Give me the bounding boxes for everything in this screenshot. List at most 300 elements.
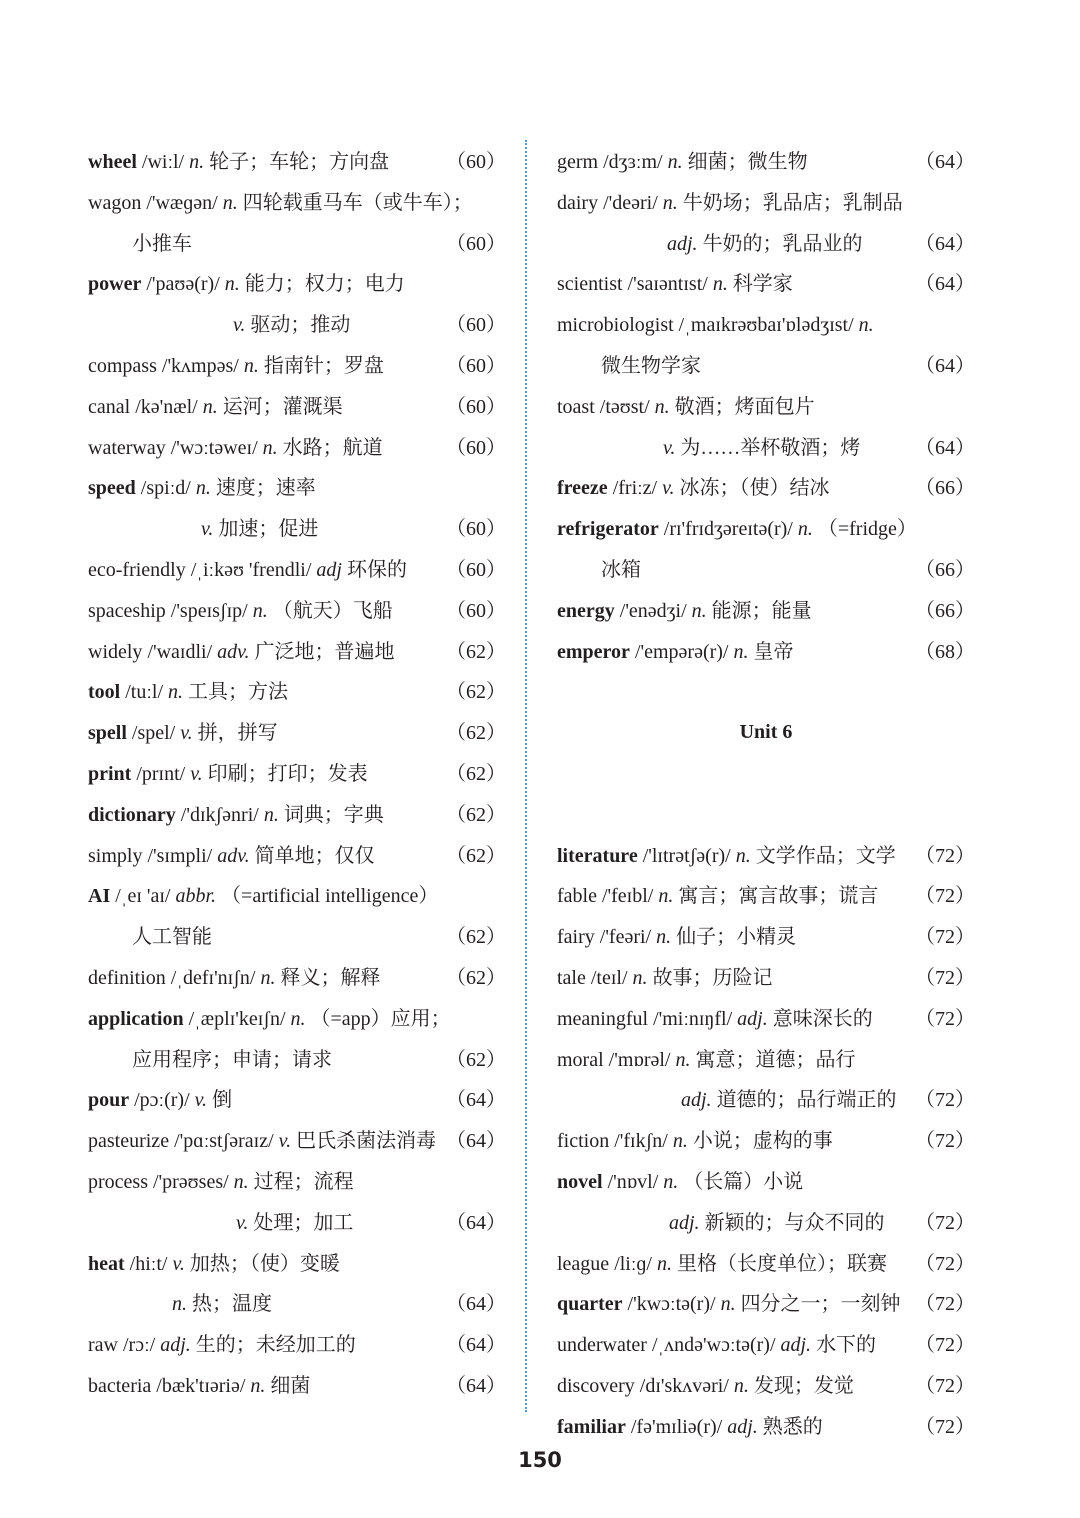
headword: novel xyxy=(557,1171,603,1193)
definition: 四分之一；一刻钟 xyxy=(735,1293,901,1316)
page-reference: （64） xyxy=(915,436,975,459)
definition: 拼，拼写 xyxy=(192,722,278,745)
phonetic: /'enədʒi/ xyxy=(614,599,692,622)
vocab-entry xyxy=(88,509,506,549)
vocab-entry xyxy=(88,876,506,916)
part-of-speech: n. xyxy=(662,191,678,214)
page-reference: （72） xyxy=(915,1334,975,1357)
vocab-entry xyxy=(557,183,975,223)
phonetic: /'paʊə(r)/ xyxy=(141,273,225,296)
part-of-speech: n. xyxy=(654,395,670,418)
column-divider xyxy=(525,140,527,1412)
phonetic: /dʒɜːm/ xyxy=(598,151,668,173)
entry-text xyxy=(557,1407,823,1447)
part-of-speech: adj. xyxy=(780,1334,812,1357)
page-reference: （64） xyxy=(446,1375,506,1397)
part-of-speech: v. xyxy=(180,722,193,745)
headword: power xyxy=(88,273,142,296)
definition: 广泛地；普遍地 xyxy=(249,640,395,663)
headword: fairy xyxy=(557,926,595,949)
headword: wagon xyxy=(88,191,142,214)
part-of-speech: n. xyxy=(263,803,279,826)
vocab-entry xyxy=(88,1244,506,1284)
phonetic: /'lɪtrətʃə(r)/ xyxy=(637,844,736,867)
headword: dairy xyxy=(557,191,599,214)
entry-text xyxy=(557,958,773,998)
page-reference: （64） xyxy=(446,1293,506,1316)
vocab-entry xyxy=(557,1080,975,1120)
vocab-entry xyxy=(88,1284,506,1324)
definition: 牛奶的；乳品业的 xyxy=(697,232,863,255)
entry-text xyxy=(557,387,815,427)
page-reference: （60） xyxy=(446,355,506,377)
vocab-entry xyxy=(88,1162,506,1202)
part-of-speech: n. xyxy=(858,314,874,337)
vocab-entry xyxy=(557,1203,975,1243)
part-of-speech: adj. xyxy=(681,1089,712,1112)
part-of-speech: v. xyxy=(201,518,214,541)
headword: pour xyxy=(88,1089,130,1112)
phonetic: /'sɪmpli/ xyxy=(142,844,218,867)
headword: raw xyxy=(88,1334,118,1357)
vocab-entry xyxy=(88,550,506,590)
vocab-entry xyxy=(557,468,975,508)
page-reference: （64） xyxy=(446,1089,506,1112)
entry-text xyxy=(88,917,212,957)
phonetic: /ˌʌndə'wɔːtə(r)/ xyxy=(646,1334,781,1357)
headword: quarter xyxy=(557,1293,623,1316)
vocab-entry xyxy=(557,917,975,957)
entry-text xyxy=(557,1244,887,1284)
phonetic: /'nɒvl/ xyxy=(602,1171,664,1193)
phonetic: /ˌæplɪ'keɪʃn/ xyxy=(183,1007,291,1030)
page-reference: （72） xyxy=(915,1293,975,1316)
page-reference: （72） xyxy=(915,844,975,867)
vocab-entry xyxy=(557,1284,975,1324)
definition: 倒 xyxy=(207,1089,233,1112)
entry-text xyxy=(557,1284,901,1324)
part-of-speech: n. xyxy=(290,1007,306,1030)
part-of-speech: n. xyxy=(168,681,184,704)
definition: 应用程序；申请；请求 xyxy=(132,1048,332,1071)
part-of-speech: adj xyxy=(316,559,342,581)
definition: 微生物学家 xyxy=(601,355,701,377)
entry-text xyxy=(88,224,192,264)
phonetic: /liːɡ/ xyxy=(609,1252,657,1275)
entry-text xyxy=(88,1366,310,1406)
definition: 文学作品；文学 xyxy=(750,844,896,867)
vocab-entry xyxy=(557,632,975,672)
phonetic: /pɔː(r)/ xyxy=(129,1089,195,1112)
definition: 牛奶场；乳品店；乳制品 xyxy=(677,191,903,214)
phonetic: /'dɪkʃənri/ xyxy=(175,803,264,826)
entry-text xyxy=(557,550,641,590)
headword: moral xyxy=(557,1048,604,1071)
phonetic: /ˌiːkəʊ 'frendli/ xyxy=(185,559,317,581)
definition: 印刷；打印；发表 xyxy=(202,763,368,785)
vocab-entry xyxy=(557,1162,975,1202)
entry-text xyxy=(88,305,350,345)
definition: 环保的 xyxy=(341,559,407,581)
vocab-entry xyxy=(88,387,506,427)
part-of-speech: adv. xyxy=(217,844,250,867)
page-reference: （64） xyxy=(915,355,975,377)
phonetic: /prɪnt/ xyxy=(131,763,191,785)
page-reference: （62） xyxy=(446,681,506,704)
headword: dictionary xyxy=(88,803,176,826)
part-of-speech: n. xyxy=(663,1171,679,1193)
vocab-entry xyxy=(88,632,506,672)
entry-text xyxy=(88,550,407,590)
phonetic: /friːz/ xyxy=(607,477,663,500)
page-reference: （60） xyxy=(446,232,506,255)
headword: simply xyxy=(88,844,143,867)
entry-text xyxy=(557,305,874,345)
definition: 冰冻；（使）结冰 xyxy=(674,477,830,500)
definition: 科学家 xyxy=(727,273,793,296)
vocab-entry xyxy=(88,1366,506,1406)
entry-text xyxy=(88,795,384,835)
headword: application xyxy=(88,1007,184,1030)
part-of-speech: n. xyxy=(250,1375,266,1397)
phonetic: /'wæɡən/ xyxy=(141,191,223,214)
page-reference: （72） xyxy=(915,1089,975,1112)
part-of-speech: n. xyxy=(195,477,211,500)
entry-text xyxy=(88,1203,353,1243)
page-reference: （64） xyxy=(446,1130,506,1153)
vocab-entry xyxy=(88,305,506,345)
part-of-speech: n. xyxy=(224,273,240,296)
entry-text xyxy=(88,754,368,794)
part-of-speech: abbr. xyxy=(175,885,217,908)
phonetic: /ˌeɪ 'aɪ/ xyxy=(110,885,176,908)
entry-text xyxy=(88,876,438,916)
definition: 驱动；推动 xyxy=(245,314,351,337)
phonetic: /hiːt/ xyxy=(124,1252,173,1275)
phonetic: /spel/ xyxy=(126,722,181,745)
part-of-speech: v. xyxy=(194,1089,208,1112)
entry-text xyxy=(557,917,796,957)
part-of-speech: n. xyxy=(243,355,259,377)
headword: process xyxy=(88,1171,148,1193)
entry-text xyxy=(88,346,384,386)
phonetic: /'speɪsʃɪp/ xyxy=(165,599,253,622)
phonetic: /təʊst/ xyxy=(594,395,655,418)
part-of-speech: n. xyxy=(720,1293,736,1316)
vocab-entry xyxy=(557,550,975,590)
page-reference: （66） xyxy=(915,559,975,581)
headword: meaningful xyxy=(557,1007,649,1030)
entry-text xyxy=(557,999,873,1039)
headword: speed xyxy=(88,477,136,500)
definition: 人工智能 xyxy=(132,926,212,949)
definition: （=fridge） xyxy=(812,518,917,541)
vocab-entry xyxy=(557,509,975,549)
part-of-speech: v. xyxy=(236,1211,249,1234)
phonetic: /'deəri/ xyxy=(598,191,663,214)
definition: 新颖的；与众不同的 xyxy=(699,1211,885,1234)
page-reference: （64） xyxy=(915,273,975,296)
page-reference: （66） xyxy=(915,599,975,622)
entry-text xyxy=(557,183,903,223)
entry-text xyxy=(557,1203,885,1243)
page-reference: （72） xyxy=(915,1415,975,1438)
vocab-entry xyxy=(88,999,506,1039)
part-of-speech: adj. xyxy=(160,1334,191,1357)
part-of-speech: n. xyxy=(632,967,648,989)
vocab-entry xyxy=(88,1325,506,1365)
entry-text xyxy=(557,1325,876,1365)
definition: （=artificial intelligence） xyxy=(216,885,439,908)
part-of-speech: n. xyxy=(735,844,751,867)
phonetic: /'mɒrəl/ xyxy=(603,1048,676,1071)
entry-text xyxy=(557,142,808,182)
entry-text xyxy=(88,632,395,672)
vocab-entry xyxy=(88,754,506,794)
page-reference: （64） xyxy=(915,232,975,255)
page-reference: （72） xyxy=(915,926,975,949)
definition: 释义；解释 xyxy=(275,967,381,989)
headword: scientist xyxy=(557,273,623,296)
vocab-entry xyxy=(557,387,975,427)
phonetic: /rɪ'frɪdʒəreɪtə(r)/ xyxy=(658,518,798,541)
entry-text xyxy=(557,1162,803,1202)
part-of-speech: v. xyxy=(663,436,676,459)
definition: 细菌；微生物 xyxy=(682,151,808,173)
definition: 运河；灌溉渠 xyxy=(217,395,343,418)
vocab-entry xyxy=(557,1121,975,1161)
phonetic: /teɪl/ xyxy=(585,967,633,989)
headword: eco-friendly xyxy=(88,559,186,581)
headword: compass xyxy=(88,355,157,377)
phonetic: /'kwɔːtə(r)/ xyxy=(622,1293,721,1316)
phonetic: /'waɪdli/ xyxy=(142,640,218,663)
vocab-entry xyxy=(557,142,975,182)
vocab-entry xyxy=(557,876,975,916)
headword: microbiologist xyxy=(557,314,674,337)
headword: canal xyxy=(88,395,131,418)
part-of-speech: n. xyxy=(172,1293,187,1316)
headword: heat xyxy=(88,1252,125,1275)
phonetic: /'saɪəntɪst/ xyxy=(622,273,713,296)
part-of-speech: n. xyxy=(260,967,276,989)
definition: 熟悉的 xyxy=(757,1415,823,1438)
vocab-entry xyxy=(88,917,506,957)
page-reference: （66） xyxy=(915,477,975,500)
vocab-entry xyxy=(88,346,506,386)
part-of-speech: n. xyxy=(691,599,707,622)
entry-text xyxy=(88,468,316,508)
part-of-speech: n. xyxy=(656,926,672,949)
entry-text xyxy=(88,958,380,998)
page-reference: （60） xyxy=(446,599,506,622)
definition: 寓言；寓言故事；谎言 xyxy=(673,885,879,908)
entry-text xyxy=(557,876,878,916)
page-reference: （60） xyxy=(446,518,506,541)
vocab-entry xyxy=(557,428,975,468)
entry-text xyxy=(88,1080,232,1120)
part-of-speech: n. xyxy=(733,1375,749,1397)
page-reference: （62） xyxy=(446,722,506,745)
part-of-speech: adv. xyxy=(217,640,250,663)
headword: germ xyxy=(557,151,599,173)
definition: 速度；速率 xyxy=(210,477,316,500)
entry-text xyxy=(88,1284,272,1324)
headword: definition xyxy=(88,967,166,989)
definition: 细菌 xyxy=(265,1375,311,1397)
definition: 发现；发觉 xyxy=(748,1375,854,1397)
vocab-entry xyxy=(88,713,506,753)
headword: bacteria xyxy=(88,1375,152,1397)
part-of-speech: n. xyxy=(202,395,218,418)
page-reference: （62） xyxy=(446,640,506,663)
vocab-entry xyxy=(557,999,975,1039)
phonetic: /'kʌmpəs/ xyxy=(156,355,244,377)
part-of-speech: n. xyxy=(189,151,205,173)
vocab-entry xyxy=(88,1203,506,1243)
definition: 指南针；罗盘 xyxy=(258,355,384,377)
headword: tale xyxy=(557,967,586,989)
part-of-speech: n. xyxy=(733,640,749,663)
entry-text xyxy=(88,264,405,304)
definition: 加速；促进 xyxy=(213,518,319,541)
vocab-entry xyxy=(88,591,506,631)
page-reference: （62） xyxy=(446,803,506,826)
definition: 轮子；车轮；方向盘 xyxy=(204,151,390,173)
page-reference: （64） xyxy=(915,151,975,173)
phonetic: /bæk'tɪəriə/ xyxy=(151,1375,251,1397)
definition: （长篇）小说 xyxy=(678,1171,804,1193)
headword: fable xyxy=(557,885,597,908)
entry-text xyxy=(557,346,701,386)
headword: freeze xyxy=(557,477,608,500)
part-of-speech: v. xyxy=(662,477,675,500)
definition: 加热；（使）变暖 xyxy=(184,1252,340,1275)
phonetic: /wiːl/ xyxy=(136,151,190,173)
page-reference: （60） xyxy=(446,151,506,173)
definition: 过程；流程 xyxy=(248,1171,354,1193)
headword: widely xyxy=(88,640,143,663)
headword: AI xyxy=(88,885,111,908)
part-of-speech: v. xyxy=(172,1252,185,1275)
page-reference: （62） xyxy=(446,844,506,867)
phonetic: /fə'mɪliə(r)/ xyxy=(625,1415,728,1438)
page-reference: （72） xyxy=(915,1375,975,1397)
unit-heading: Unit 6 xyxy=(739,721,793,743)
vocab-entry xyxy=(88,836,506,876)
vocab-entry xyxy=(557,1325,975,1365)
vocab-entry xyxy=(557,836,975,876)
definition: 意味深长的 xyxy=(767,1007,873,1030)
entry-text xyxy=(88,1162,354,1202)
part-of-speech: v. xyxy=(190,763,203,785)
vocab-entry xyxy=(88,1080,506,1120)
entry-text xyxy=(88,713,278,753)
phonetic: /'miːnɪŋfl/ xyxy=(648,1007,738,1030)
headword: tool xyxy=(88,681,121,704)
headword: spell xyxy=(88,722,127,745)
vocab-entry xyxy=(88,1040,506,1080)
part-of-speech: adj. xyxy=(727,1415,758,1438)
page-reference: （62） xyxy=(446,1048,506,1071)
phonetic: /ˌmaɪkrəʊbaɪ'ɒlədʒɪst/ xyxy=(673,314,859,337)
definition: 工具；方法 xyxy=(183,681,289,704)
phonetic: /'wɔːtəweɪ/ xyxy=(165,436,263,459)
part-of-speech: n. xyxy=(712,273,728,296)
page-reference: （60） xyxy=(446,395,506,418)
page-reference: （72） xyxy=(915,1211,975,1234)
definition: 寓意；道德；品行 xyxy=(690,1048,856,1071)
entry-text xyxy=(88,1121,436,1161)
headword: discovery xyxy=(557,1375,635,1397)
phonetic: /'empərə(r)/ xyxy=(629,640,734,663)
definition: 故事；历险记 xyxy=(647,967,773,989)
definition: 敬酒；烤面包片 xyxy=(669,395,815,418)
vocab-entry xyxy=(88,468,506,508)
vocab-entry xyxy=(88,183,506,223)
page-reference: （72） xyxy=(915,1130,975,1153)
entry-text xyxy=(88,428,383,468)
headword: familiar xyxy=(557,1415,626,1438)
entry-text xyxy=(88,183,473,223)
part-of-speech: n. xyxy=(675,1048,691,1071)
page-number: 150 xyxy=(518,1448,562,1472)
entry-text xyxy=(557,632,793,672)
phonetic: /ˌdefɪ'nɪʃn/ xyxy=(165,967,261,989)
definition: 冰箱 xyxy=(601,559,641,581)
headword: energy xyxy=(557,599,615,622)
definition: 水下的 xyxy=(811,1334,877,1357)
part-of-speech: n. xyxy=(252,599,268,622)
entry-text xyxy=(557,591,812,631)
phonetic: /'feɪbl/ xyxy=(596,885,659,908)
definition: 皇帝 xyxy=(748,640,794,663)
definition: 处理；加工 xyxy=(248,1211,354,1234)
definition: 生的；未经加工的 xyxy=(190,1334,356,1357)
page-reference: （72） xyxy=(915,1252,975,1275)
page-reference: （72） xyxy=(915,885,975,908)
definition: 为……举杯敬酒；烤 xyxy=(675,436,861,459)
vocab-entry xyxy=(557,591,975,631)
vocab-entry xyxy=(557,958,975,998)
vocab-entry xyxy=(88,264,506,304)
definition: （航天）飞船 xyxy=(267,599,393,622)
definition: 小推车 xyxy=(132,232,192,255)
entry-text xyxy=(88,999,451,1039)
headword: literature xyxy=(557,844,638,867)
phonetic: /'feəri/ xyxy=(594,926,657,949)
part-of-speech: n. xyxy=(797,518,813,541)
vocab-entry xyxy=(557,1366,975,1406)
entry-text xyxy=(557,1080,897,1120)
entry-text xyxy=(88,1325,356,1365)
part-of-speech: n. xyxy=(222,191,238,214)
entry-text xyxy=(557,509,917,549)
vocab-entry xyxy=(557,1040,975,1080)
vocab-entry xyxy=(557,346,975,386)
definition: 能力；权力；电力 xyxy=(239,273,405,296)
phonetic: /'prəʊses/ xyxy=(147,1171,234,1193)
vocab-entry xyxy=(557,1407,975,1447)
page-reference: （68） xyxy=(915,640,975,663)
part-of-speech: n. xyxy=(658,885,674,908)
phonetic: /dɪ'skʌvəri/ xyxy=(634,1375,734,1397)
phonetic: /'fɪkʃn/ xyxy=(609,1130,673,1153)
page-reference: （60） xyxy=(446,436,506,459)
entry-text xyxy=(557,468,830,508)
phonetic: /'pɑːstʃəraɪz/ xyxy=(169,1130,279,1153)
entry-text xyxy=(557,1040,855,1080)
